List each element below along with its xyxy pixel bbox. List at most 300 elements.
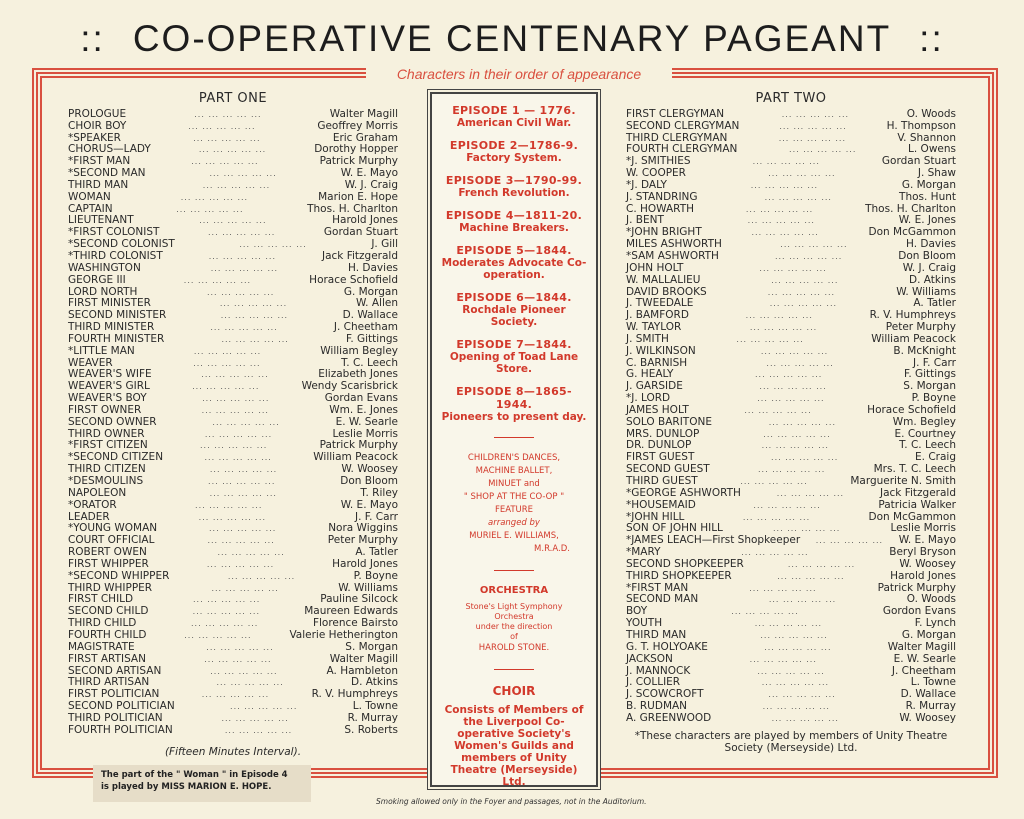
leader-dots: ... ... ... ... ...	[204, 654, 272, 664]
cast-row	[626, 109, 956, 121]
actor-name: Horace Schofield	[867, 403, 956, 416]
leader-dots: ... ... ... ... ...	[202, 394, 270, 404]
actor-name: S. Roberts	[344, 723, 398, 736]
divider	[494, 570, 534, 571]
cast-row	[68, 571, 398, 583]
leader-dots: ... ... ... ... ...	[768, 417, 837, 427]
leader-dots: ... ... ... ... ...	[198, 512, 266, 522]
character-name: FOURTH CHILD	[68, 628, 147, 641]
part-two-rows	[626, 109, 956, 725]
character-name: LEADER	[68, 510, 110, 523]
actor-name: Marguerite N. Smith	[850, 475, 956, 487]
cast-row	[68, 405, 398, 417]
character-name: *ORATOR	[68, 498, 117, 511]
leader-dots: ... ... ... ... ...	[771, 275, 839, 285]
interval-note: (Fifteen Minutes Interval).	[164, 745, 302, 758]
leader-dots: ... ... ... ... ...	[757, 666, 825, 676]
actor-name: Jack Fitzgerald	[321, 249, 398, 262]
actor-name: D. Atkins	[351, 676, 398, 689]
cast-row	[68, 488, 398, 500]
leader-dots: ... ... ... ... ...	[736, 334, 804, 344]
cast-row	[68, 346, 398, 358]
arranger-name: MURIEL E. WILLIAMS,	[469, 531, 559, 541]
character-name: DR. DUNLOP	[626, 439, 692, 452]
character-name: J. WILKINSON	[626, 344, 696, 357]
actor-name: Horace Schofield	[309, 273, 398, 286]
actor-name: A. Tatler	[355, 546, 398, 559]
character-name: C. HOWARTH	[626, 202, 694, 215]
character-name: *JOHN HILL	[626, 510, 685, 523]
leader-dots: ... ... ... ... ...	[760, 346, 829, 356]
leader-dots: ... ... ... ... ...	[754, 619, 823, 629]
character-name: *MARY	[626, 546, 661, 559]
character-name: COURT OFFICIAL	[68, 534, 155, 547]
actor-name: R. V. Humphreys	[311, 688, 398, 701]
actor-name: Leslie Morris	[890, 522, 956, 535]
leader-dots: ... ... ... ... ...	[217, 548, 285, 558]
actor-name: O. Woods	[906, 593, 956, 606]
cast-row	[68, 713, 398, 725]
leader-dots: ... ... ... ... ...	[752, 157, 820, 167]
character-name: SECOND CLERGYMAN	[626, 119, 740, 132]
actor-name: Wendy Scarisbrick	[301, 380, 398, 393]
character-name: SOLO BARITONE	[626, 415, 712, 428]
leader-dots: ... ... ... ... ...	[764, 192, 832, 202]
cast-row	[626, 121, 956, 133]
leader-dots: ... ... ... ... ...	[210, 666, 278, 676]
character-name: FOURTH MINISTER	[68, 332, 165, 345]
actor-name: J. F. Carr	[354, 510, 398, 523]
part-one-heading: PART ONE	[198, 91, 268, 106]
leader-dots: ... ... ... ... ...	[766, 358, 834, 368]
character-name: LIEUTENANT	[68, 214, 134, 227]
actor-name: W. Williams	[896, 285, 956, 298]
arranged-by: arranged by	[488, 518, 540, 528]
episode-title: EPISODE 1 — 1776.	[452, 104, 576, 117]
character-name: SECOND MAN	[626, 593, 699, 606]
actor-name: Marion E. Hope	[318, 190, 398, 203]
cast-row	[68, 654, 398, 666]
character-name: A. GREENWOOD	[626, 711, 712, 724]
actor-name: A. Tatler	[913, 297, 956, 310]
leader-dots: ... ... ... ... ...	[759, 263, 827, 273]
leader-dots: ... ... ... ... ...	[188, 121, 256, 131]
leader-dots: ... ... ... ... ...	[210, 263, 279, 273]
character-name: J. COLLIER	[626, 676, 681, 689]
cast-row	[626, 654, 956, 666]
cast-row	[626, 334, 956, 346]
actor-name: Mrs. T. C. Leech	[873, 463, 956, 476]
dances-line: FEATURE	[494, 505, 534, 515]
cast-row	[68, 334, 398, 346]
actor-name: W. J. Craig	[344, 178, 398, 191]
orchestra-line: under the direction	[475, 622, 553, 631]
character-name: NAPOLEON	[68, 486, 127, 499]
episode-item	[438, 244, 590, 281]
leader-dots: ... ... ... ... ...	[749, 654, 817, 664]
cast-row	[626, 571, 956, 583]
character-name: SECOND POLITICIAN	[68, 700, 175, 713]
actor-name: W. E. Jones	[898, 214, 956, 227]
character-name: *FIRST MAN	[68, 155, 131, 168]
actor-name: Wm. E. Jones	[329, 403, 398, 416]
cast-row	[68, 192, 398, 204]
dances-line: MACHINE BALLET,	[475, 466, 553, 476]
leader-dots: ... ... ... ... ...	[208, 228, 276, 238]
leader-dots: ... ... ... ... ...	[762, 702, 830, 712]
actor-name: W. J. Craig	[902, 261, 956, 274]
leader-dots: ... ... ... ... ...	[183, 275, 252, 285]
cast-row	[626, 180, 956, 192]
character-name: *LITTLE MAN	[68, 344, 135, 357]
cast-row	[626, 500, 956, 512]
episode-item	[438, 174, 590, 199]
character-name: *J. SMITHIES	[626, 155, 691, 168]
cast-row	[68, 725, 398, 737]
character-name: SECOND ARTISAN	[68, 664, 162, 677]
page-title	[0, 18, 1024, 60]
episode-list	[438, 104, 590, 423]
leader-dots: ... ... ... ... ...	[781, 109, 850, 119]
cast-row	[626, 417, 956, 429]
actor-name: Walter Magill	[329, 107, 398, 120]
leader-dots: ... ... ... ... ...	[208, 524, 277, 534]
cast-row	[626, 642, 956, 654]
leader-dots: ... ... ... ... ...	[757, 394, 825, 404]
character-name: *GEORGE ASHWORTH	[626, 486, 741, 499]
actor-name: T. Riley	[360, 486, 398, 499]
title-colons-left: ::	[80, 18, 105, 59]
character-name: THIRD CLERGYMAN	[626, 131, 728, 144]
leader-dots: ... ... ... ... ...	[787, 559, 856, 569]
leader-dots: ... ... ... ... ...	[209, 465, 278, 475]
actor-name: William Peacock	[313, 451, 398, 464]
cast-row	[68, 121, 398, 133]
character-name: MAGISTRATE	[68, 640, 135, 653]
leader-dots: ... ... ... ... ...	[201, 370, 269, 380]
character-name: WEAVER'S WIFE	[68, 368, 152, 381]
character-name: *DESMOULINS	[68, 475, 144, 487]
actor-name: E. W. Searle	[335, 415, 398, 428]
episode-title: EPISODE 7—1844.	[456, 338, 572, 351]
character-name: LORD NORTH	[68, 285, 138, 298]
leader-dots: ... ... ... ... ...	[771, 713, 839, 723]
actor-name: G. Morgan	[901, 178, 956, 191]
character-name: C. BARNISH	[626, 356, 688, 369]
orchestra-line: of	[510, 632, 518, 641]
character-name: WOMAN	[68, 190, 111, 203]
choir-heading: CHOIR	[492, 684, 536, 698]
episode-title: EPISODE 2—1786-9.	[449, 139, 579, 152]
actor-name: Patrick Murphy	[319, 155, 398, 168]
actor-name: Don McGammon	[868, 226, 956, 239]
actor-name: Harold Jones	[332, 214, 398, 227]
choir-text: Consists of Members of the Liverpool Co-operative Society's Women's Guilds and members of Unity Theatre (Merseyside) Ltd.	[444, 704, 584, 788]
cast-row	[626, 713, 956, 725]
leader-dots: ... ... ... ... ...	[763, 429, 831, 439]
character-name: WEAVER'S BOY	[68, 392, 147, 405]
leader-dots: ... ... ... ... ...	[210, 323, 278, 333]
actor-name: L. Owens	[908, 143, 956, 156]
leader-dots: ... ... ... ... ...	[749, 323, 818, 333]
actor-name: R. V. Humphreys	[869, 309, 956, 322]
character-name: THIRD MINISTER	[68, 321, 155, 334]
leader-dots: ... ... ... ... ...	[198, 145, 267, 155]
actor-name: O. Woods	[906, 107, 956, 120]
leader-dots: ... ... ... ... ...	[192, 382, 260, 392]
character-name: THIRD CITIZEN	[68, 463, 146, 476]
episode-subject: Opening of Toad Lane Store.	[449, 351, 579, 375]
actor-name: Patrick Murphy	[319, 439, 398, 452]
leader-dots: ... ... ... ... ...	[206, 559, 275, 569]
leader-dots: ... ... ... ... ...	[209, 488, 277, 498]
dances-block	[438, 452, 590, 556]
character-name: FIRST CHILD	[68, 593, 134, 606]
character-name: MILES ASHWORTH	[626, 238, 722, 251]
leader-dots: ... ... ... ... ...	[227, 571, 296, 581]
leader-dots: ... ... ... ... ...	[761, 441, 829, 451]
character-name: G. T. HOLYOAKE	[626, 640, 708, 653]
pasted-note-line: The part of the " Woman " in Episode 4	[101, 770, 288, 780]
leader-dots: ... ... ... ... ...	[221, 713, 289, 723]
character-name: JAMES HOLT	[626, 403, 689, 416]
actor-name: W. Allen	[356, 297, 398, 310]
character-name: *SECOND COLONIST	[68, 238, 175, 251]
actor-name: H. Davies	[348, 261, 398, 274]
orchestra-line: Orchestra	[494, 612, 534, 621]
leader-dots: ... ... ... ... ...	[753, 500, 821, 510]
part-two-heading: PART TWO	[755, 91, 827, 106]
leader-dots: ... ... ... ... ...	[184, 630, 252, 640]
leader-dots: ... ... ... ... ...	[193, 346, 262, 356]
character-name: GEORGE III	[68, 273, 126, 286]
character-name: FIRST WHIPPER	[68, 557, 149, 570]
leader-dots: ... ... ... ... ...	[200, 441, 268, 451]
leader-dots: ... ... ... ... ...	[789, 145, 857, 155]
leader-dots: ... ... ... ... ...	[204, 429, 273, 439]
leader-dots: ... ... ... ... ...	[208, 477, 276, 486]
actor-name: Elizabeth Jones	[318, 368, 398, 381]
character-name: *THIRD COLONIST	[68, 249, 163, 262]
character-name: *FIRST MAN	[626, 581, 689, 594]
actor-name: W. Woosey	[899, 557, 956, 570]
actor-name: W. Williams	[338, 581, 398, 594]
leader-dots: ... ... ... ... ...	[779, 121, 847, 131]
character-name: CAPTAIN	[68, 202, 113, 215]
leader-dots: ... ... ... ... ...	[211, 583, 279, 593]
cast-row	[626, 275, 956, 287]
leader-dots: ... ... ... ... ...	[771, 453, 839, 463]
character-name: THIRD SHOPKEEPER	[626, 569, 732, 582]
actor-name: P. Boyne	[911, 392, 956, 405]
actor-name: William Begley	[320, 344, 398, 357]
actor-name: Leslie Morris	[332, 427, 398, 440]
leader-dots: ... ... ... ... ...	[202, 180, 271, 190]
episode-item	[438, 139, 590, 164]
actor-name: Don Bloom	[340, 475, 398, 487]
cast-row	[68, 263, 398, 275]
cast-row	[626, 263, 956, 275]
character-name: J. BENT	[626, 214, 664, 227]
actor-name: J. Cheetham	[333, 321, 398, 334]
character-name: FIRST MINISTER	[68, 297, 151, 310]
dances-line: " SHOP AT THE CO-OP "	[463, 492, 565, 502]
character-name: G. HEALY	[626, 368, 674, 381]
episode-subject: Factory System.	[466, 152, 562, 164]
subtitle: Characters in their order of appearance	[366, 64, 672, 84]
smoking-notice: Smoking allowed only in the Foyer and passages, not in the Auditorium.	[376, 797, 647, 806]
character-name: CHOIR BOY	[68, 119, 127, 132]
character-name: THIRD POLITICIAN	[68, 711, 163, 724]
character-name: SECOND GUEST	[626, 463, 710, 476]
character-name: *SAM ASHWORTH	[626, 249, 719, 262]
character-name: THIRD CHILD	[68, 617, 137, 630]
character-name: *JOHN BRIGHT	[626, 226, 702, 239]
character-name: J. SMITH	[626, 332, 669, 345]
episode-item	[438, 338, 590, 375]
character-name: CHORUS—LADY	[68, 143, 151, 156]
actor-name: J. Gill	[371, 238, 398, 251]
episode-title: EPISODE 8—1865-1944.	[456, 385, 572, 411]
actor-name: S. Morgan	[345, 640, 398, 653]
character-name: J. SCOWCROFT	[626, 688, 704, 701]
leader-dots: ... ... ... ... ...	[774, 251, 843, 261]
actor-name: W. Woosey	[341, 463, 398, 476]
actor-name: J. Shaw	[917, 167, 956, 180]
leader-dots: ... ... ... ... ...	[780, 240, 848, 250]
actor-name: W. E. Mayo	[898, 534, 956, 547]
character-name: ROBERT OWEN	[68, 546, 147, 559]
cast-row	[626, 381, 956, 393]
leader-dots: ... ... ... ... ...	[815, 536, 884, 546]
actor-name: Harold Jones	[332, 557, 398, 570]
cast-row	[68, 109, 398, 121]
title-text: CO-OPERATIVE CENTENARY PAGEANT	[132, 18, 892, 59]
actor-name: E. Courtney	[894, 427, 956, 440]
leader-dots: ... ... ... ... ...	[777, 571, 845, 581]
actor-name: Gordon Evans	[882, 605, 956, 618]
character-name: SECOND MINISTER	[68, 309, 167, 322]
character-name: SECOND OWNER	[68, 415, 157, 428]
leader-dots: ... ... ... ... ...	[768, 169, 836, 179]
actor-name: Nora Wiggins	[328, 522, 398, 535]
actor-name: D. Wallace	[900, 688, 956, 701]
character-name: *SPEAKER	[68, 131, 121, 144]
episode-subject: French Revolution.	[458, 187, 570, 199]
leader-dots: ... ... ... ... ...	[180, 192, 249, 202]
cast-row	[68, 642, 398, 654]
actor-name: H. Thompson	[886, 119, 956, 132]
character-name: SECOND SHOPKEEPER	[626, 557, 744, 570]
leader-dots: ... ... ... ... ...	[239, 240, 307, 250]
character-name: W. MALLALIEU	[626, 273, 701, 286]
actor-name: W. E. Mayo	[340, 167, 398, 180]
episode-subject: Pioneers to present day.	[441, 411, 587, 423]
leader-dots: ... ... ... ... ...	[741, 548, 809, 558]
leader-dots: ... ... ... ... ...	[209, 169, 277, 179]
title-colons-right: ::	[919, 18, 944, 59]
leader-dots: ... ... ... ... ...	[758, 465, 826, 475]
character-name: SON OF JOHN HILL	[626, 522, 723, 535]
leader-dots: ... ... ... ... ...	[768, 595, 837, 605]
actor-name: Pauline Silcock	[320, 593, 398, 606]
cast-row	[626, 488, 956, 500]
character-name: THIRD MAN	[626, 628, 687, 641]
episode-item	[438, 209, 590, 234]
character-name: J. TWEEDALE	[626, 297, 694, 310]
leader-dots: ... ... ... ... ...	[201, 405, 269, 415]
actor-name: L. Towne	[352, 700, 398, 713]
orchestra-line: Stone's Light Symphony	[465, 602, 563, 611]
actor-name: F. Gittings	[345, 332, 398, 345]
episodes-panel	[430, 92, 598, 787]
character-name: W. COOPER	[626, 167, 686, 180]
character-name: FOURTH POLITICIAN	[68, 723, 173, 736]
cast-row	[626, 192, 956, 204]
actor-name: W. Woosey	[899, 711, 956, 724]
leader-dots: ... ... ... ... ...	[759, 382, 827, 392]
character-name: JACKSON	[626, 652, 673, 665]
leader-dots: ... ... ... ... ...	[747, 216, 815, 226]
leader-dots: ... ... ... ... ...	[199, 216, 267, 226]
actor-name: Thos. Hunt	[899, 190, 956, 203]
character-name: W. TAYLOR	[626, 321, 682, 334]
leader-dots: ... ... ... ... ...	[212, 417, 280, 427]
leader-dots: ... ... ... ... ...	[745, 311, 813, 321]
character-name: *SECOND MAN	[68, 167, 146, 180]
character-name: FIRST OWNER	[68, 403, 142, 416]
leader-dots: ... ... ... ... ...	[201, 690, 270, 700]
episode-item	[438, 104, 590, 129]
cast-row	[68, 559, 398, 571]
leader-dots: ... ... ... ... ...	[750, 180, 819, 190]
episode-subject: American Civil War.	[456, 117, 572, 129]
actor-name: Valerie Hetherington	[289, 628, 398, 641]
actor-name: Gordan Stuart	[323, 226, 398, 239]
actor-name: Harold Jones	[890, 569, 956, 582]
leader-dots: ... ... ... ... ...	[195, 500, 263, 510]
dances-line: CHILDREN'S DANCES,	[467, 453, 561, 463]
actor-name: R. Murray	[347, 711, 398, 724]
actor-name: Maureen Edwards	[304, 605, 398, 618]
leader-dots: ... ... ... ... ...	[749, 583, 817, 593]
character-name: *YOUNG WOMAN	[68, 522, 158, 535]
character-name: MRS. DUNLOP	[626, 427, 700, 440]
actor-name: D. Atkins	[909, 273, 956, 286]
actor-name: E. W. Searle	[893, 652, 956, 665]
actor-name: Geoffrey Morris	[317, 119, 398, 132]
orchestra-director: HAROLD STONE.	[478, 643, 550, 653]
leader-dots: ... ... ... ... ...	[751, 228, 819, 238]
cast-row	[68, 275, 398, 287]
cast-row	[68, 417, 398, 429]
character-name: FOURTH CLERGYMAN	[626, 143, 738, 156]
leader-dots: ... ... ... ... ...	[768, 690, 836, 700]
cast-row	[68, 180, 398, 192]
actor-name: R. Murray	[905, 700, 956, 713]
leader-dots: ... ... ... ... ...	[208, 251, 277, 261]
leader-dots: ... ... ... ... ...	[773, 524, 841, 534]
leader-dots: ... ... ... ... ...	[204, 453, 272, 463]
divider	[494, 669, 534, 670]
actor-name: William Peacock	[871, 332, 956, 345]
leader-dots: ... ... ... ... ...	[193, 358, 261, 368]
character-name: DAVID BROOKS	[626, 285, 707, 298]
character-name: *JAMES LEACH—First Shopkeeper	[626, 534, 801, 547]
orchestra-block	[438, 585, 590, 655]
episode-subject: Machine Breakers.	[459, 222, 569, 234]
character-name: *J. DALY	[626, 178, 667, 191]
